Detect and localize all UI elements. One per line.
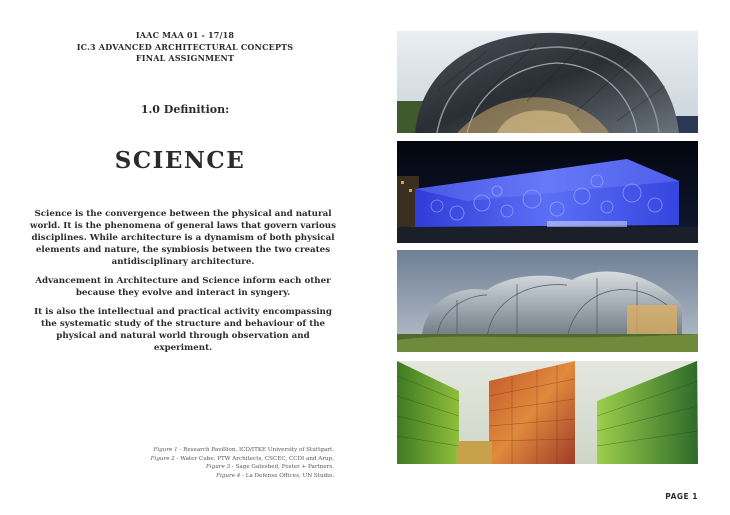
header-course: IC.3 ADVANCED ARCHITECTURAL CONCEPTS — [76, 41, 294, 52]
header-program: IAAC MAA 01 - 17/18 — [135, 30, 235, 40]
paragraph-3: It is also the intellectual and practical activity encompassing the systematic study of the structure and behaviour of the physical and natural world through observation and experiment. — [34, 307, 332, 353]
figure-1-research-pavilion-photo — [397, 31, 698, 133]
paragraph-2: Advancement in Architecture and Science inform each other because they evolve and interact in syngery. — [35, 276, 331, 298]
figure-2-water-cube-photo — [397, 141, 698, 243]
header-assignment: FINAL ASSIGNMENT — [135, 53, 235, 63]
caption-figure-2: Figure 2 - Water Cube, PTW Architects, CSCEC, CCDI and Arup. — [150, 455, 334, 462]
body-text — [28, 208, 338, 361]
section-title: 1.0 Definition: — [140, 103, 230, 116]
caption-figure-3: Figure 3 - Sage Gateshed, Foster + Partners. — [205, 464, 334, 470]
page-title: SCIENCE — [114, 147, 246, 174]
caption-figure-1: Figure 1 - Research Pavillion, ICD/ITKE University of Stuttgart. — [153, 447, 334, 453]
figure-captions — [54, 446, 334, 480]
paragraph-1: Science is the convergence between the physical and natural world. It is the phenomena of general laws that govern various disciplines. While architecture is a dynamism of both physical elements and nature, the symbiosis between the two creates antidisciplinary architecture. — [30, 209, 336, 267]
caption-figure-4: Figure 4 - La Defense Offices, UN Studio. — [216, 472, 334, 479]
figure-3-sage-gateshead-photo — [397, 250, 698, 352]
figure-4-la-defense-offices-photo — [397, 361, 698, 464]
page-number: PAGE 1 — [665, 492, 698, 501]
document-header — [40, 30, 330, 65]
